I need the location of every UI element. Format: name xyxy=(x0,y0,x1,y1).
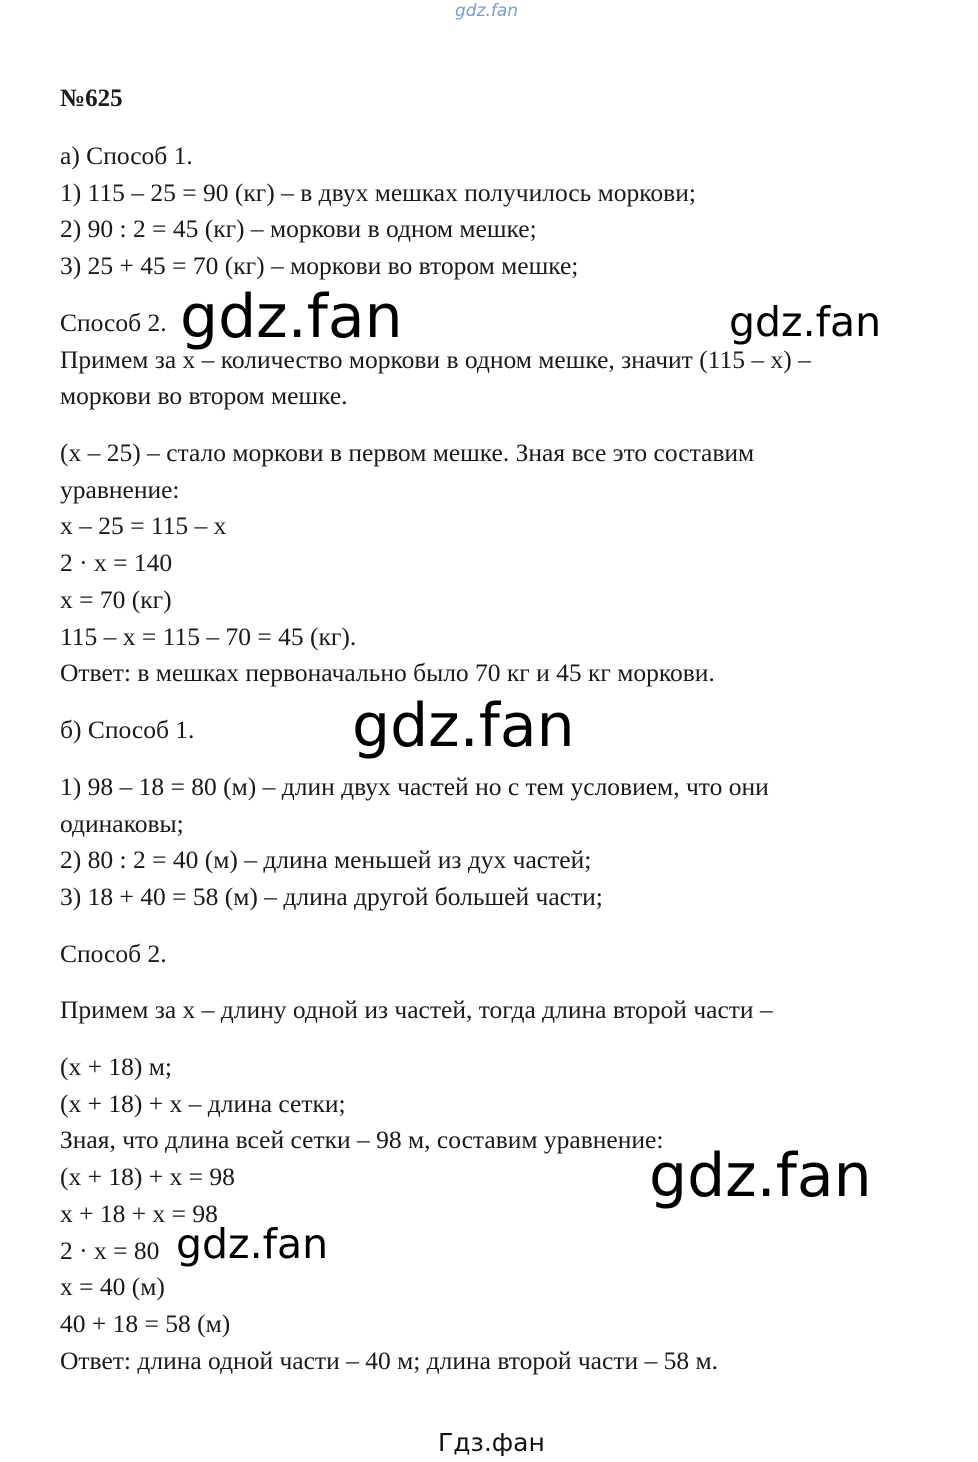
text-line: (х + 18) + х – длина сетки; xyxy=(60,1089,346,1118)
text-line: (х + 18) м; xyxy=(60,1052,172,1081)
text-line: х = 70 (кг) xyxy=(60,585,172,614)
text-line: 2) 90 : 2 = 45 (кг) – моркови в одном мешке; xyxy=(60,214,537,243)
text-line: (х – 25) – стало моркови в первом мешке. Зная все это составим xyxy=(60,438,755,467)
watermark-large: gdz.fan xyxy=(176,1220,329,1268)
text-line: 115 – х = 115 – 70 = 45 (кг). xyxy=(60,622,357,651)
text-line: х + 18 + х = 98 xyxy=(60,1199,218,1228)
text-line: (х + 18) + х = 98 xyxy=(60,1162,235,1191)
text-line: х = 40 (м) xyxy=(60,1272,165,1301)
text-line: 2 · х = 140 xyxy=(60,548,173,577)
text-line: уравнение: xyxy=(60,475,180,504)
text-line: 1) 98 – 18 = 80 (м) – длин двух частей но с тем условием, что они xyxy=(60,772,769,801)
text-line: 1) 115 – 25 = 90 (кг) – в двух мешках получилось моркови; xyxy=(60,178,696,207)
text-line: Способ 2. xyxy=(60,939,167,968)
text-line: 3) 25 + 45 = 70 (кг) – моркови во втором мешке; xyxy=(60,251,579,280)
text-line: Способ 2. xyxy=(60,308,167,337)
text-line: Ответ: длина одной части – 40 м; длина второй части – 58 м. xyxy=(60,1346,718,1375)
watermark-large: gdz.fan xyxy=(352,691,575,761)
text-line: Зная, что длина всей сетки – 98 м, составим уравнение: xyxy=(60,1125,664,1154)
problem-number: №625 xyxy=(60,85,123,112)
text-line: х – 25 = 115 – х xyxy=(60,511,227,540)
text-line: Примем за х – количество моркови в одном мешке, значит (115 – х) – xyxy=(60,345,811,374)
watermark-bottom: Гдз.фан xyxy=(438,1428,545,1457)
text-line: 2) 80 : 2 = 40 (м) – длина меньшей из дух частей; xyxy=(60,845,592,874)
text-line: а) Способ 1. xyxy=(60,141,193,170)
watermark-large: gdz.fan xyxy=(649,1141,872,1211)
text-line: одинаковы; xyxy=(60,809,184,838)
text-line: 3) 18 + 40 = 58 (м) – длина другой большей части; xyxy=(60,882,603,911)
watermark-large: gdz.fan xyxy=(729,298,882,346)
text-line: б) Способ 1. xyxy=(60,715,195,744)
text-line: Ответ: в мешках первоначально было 70 кг и 45 кг моркови. xyxy=(60,658,715,687)
text-line: моркови во втором мешке. xyxy=(60,381,348,410)
text-line: 40 + 18 = 58 (м) xyxy=(60,1309,231,1338)
watermark-large: gdz.fan xyxy=(180,282,403,352)
text-line: 2 · х = 80 xyxy=(60,1236,160,1265)
watermark-top: gdz.fan xyxy=(455,1,519,21)
text-line: Примем за х – длину одной из частей, тогда длина второй части – xyxy=(60,995,773,1024)
